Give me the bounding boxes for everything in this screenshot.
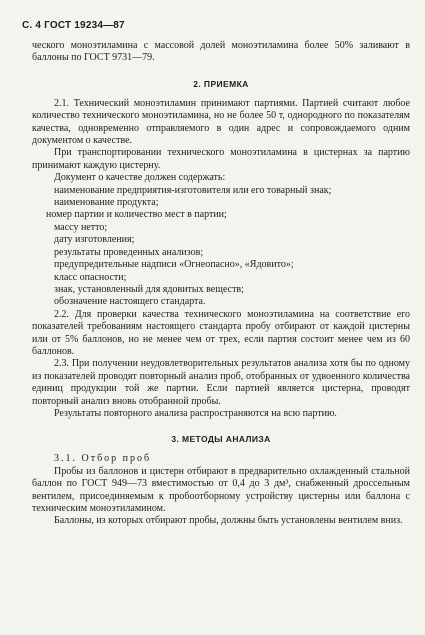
list-item: массу нетто; xyxy=(54,221,108,233)
paragraph-sampling: Пробы из баллонов и цистерн отбирают в предварительно охлажденный стальной баллон по ГОСТ 949—73 вместимостью от 0,4 до 3 дм³, снабженный дроссельным вентилем, присоединяемым к пробоотборному устройству цистерны или баллона с техническим моноэтиламином. xyxy=(32,465,410,514)
paragraph-repeat-analysis: Результаты повторного анализа распространяются на всю партию. xyxy=(54,407,337,419)
list-item: результаты проведенных анализов; xyxy=(54,246,204,258)
list-item: обозначение настоящего стандарта. xyxy=(54,296,206,308)
paragraph-2-2: 2.2. Для проверки качества технического моноэтиламина на соответствие его показателей требованиям настоящего стандарта пробу отбирают от каждой цистерны или от 5% баллонов, но не менее чем от трех, если партия состоит менее чем из 60 баллонов. xyxy=(32,308,410,357)
section-3-heading: 3. МЕТОДЫ АНАЛИЗА xyxy=(171,434,271,445)
list-item: дату изготовления; xyxy=(54,234,135,246)
subsection-3-1-title: 3.1. Отбор проб xyxy=(54,453,152,465)
list-item: знак, установленный для ядовитых веществ; xyxy=(54,283,244,295)
list-item: наименование продукта; xyxy=(54,197,159,209)
paragraph-transport: При транспортировании технического моноэтиламина в цистернах за партию принимают каждую цистерну. xyxy=(32,147,410,171)
list-item: предупредительные надписи «Огнеопасно», «Ядовито»; xyxy=(54,259,294,271)
intro-paragraph: ческого моноэтиламина с массовой долей моноэтиламина более 50% заливают в баллоны по ГОСТ 9731—79. xyxy=(32,40,410,64)
paragraph-2-1: 2.1. Технический моноэтиламин принимают партиями. Партией считают любое количество технического моноэтиламина, но не более 50 т, однородного по показателям качества, одновременно отправляемого в один адрес и сопровождаемого одним документом о качестве. xyxy=(32,97,410,147)
paragraph-cylinders: Баллоны, из которых отбирают пробы, должны быть установлены вентилем вниз. xyxy=(54,515,403,527)
paragraph-2-3: 2.3. При получении неудовлетворительных результатов анализа хотя бы по одному из показателей проводят повторный анализ проб, отобранных от удвоенного количества единиц продукции той же партии. Если партией является цистерна, проводят повторный анализ вновь отобранной пробы. xyxy=(32,358,410,407)
quality-doc-list xyxy=(32,185,410,309)
page-content xyxy=(32,40,410,528)
paragraph-quality-doc: Документ о качестве должен содержать: xyxy=(54,172,226,184)
list-item: наименование предприятия-изготовителя или его товарный знак; xyxy=(54,184,332,196)
section-2-heading: 2. ПРИЕМКА xyxy=(193,78,249,89)
list-item: класс опасности; xyxy=(54,271,127,283)
list-item: номер партии и количество мест в партии; xyxy=(46,209,227,221)
page-header: С. 4 ГОСТ 19234—87 xyxy=(22,20,125,31)
